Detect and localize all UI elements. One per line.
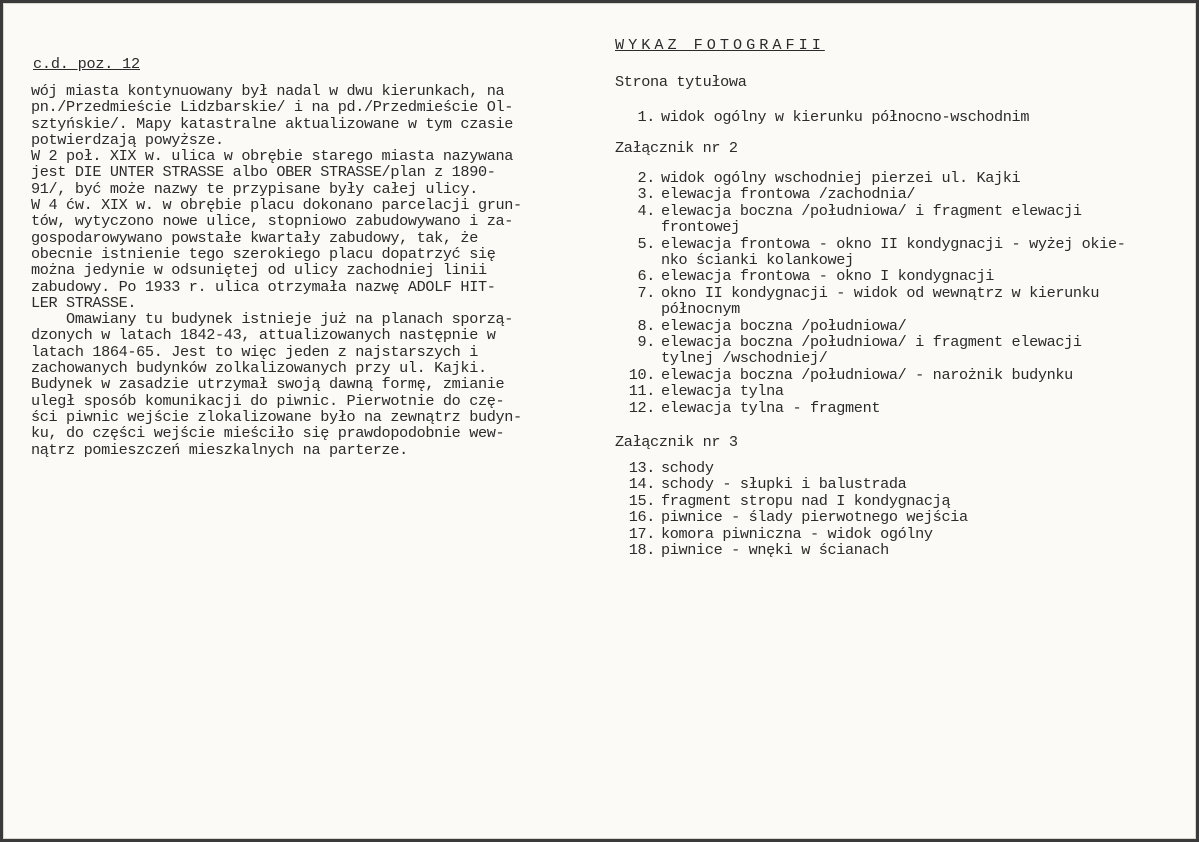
- item-number: [615, 252, 655, 268]
- text-line: potwierdzają powyższe.: [31, 130, 224, 149]
- left-column-text: [31, 83, 611, 458]
- item-number: [615, 301, 655, 317]
- item-text: elewacja frontowa /zachodnia/: [661, 185, 916, 204]
- text-line: gospodarowywano powstałe kwartały zabudowy, tak, że: [31, 228, 478, 247]
- item-text: tylnej /wschodniej/: [661, 349, 828, 368]
- item-number: 9.: [637, 333, 655, 352]
- text-line: W 4 ćw. XIX w. w obrębie placu dokonano parcelacji grun-: [31, 196, 522, 215]
- list-item: [615, 400, 1126, 416]
- text-line: 91/, być może nazwy te przypisane były całej ulicy.: [31, 179, 478, 198]
- item-number: [615, 219, 655, 235]
- text-line: można jedynie w odsuniętej od ulicy zachodniej linii: [31, 261, 487, 280]
- item-text: fragment stropu nad I kondygnacją: [661, 491, 951, 510]
- list-item: [615, 203, 1126, 219]
- text-line: Budynek w zasadzie utrzymał swoją dawną formę, zmianie: [31, 375, 505, 394]
- list-item: [615, 109, 1029, 125]
- item-text: północnym: [661, 300, 740, 319]
- list-item: [615, 476, 968, 492]
- text-line: W 2 poł. XIX w. ulica w obrębie starego miasta nazywana: [31, 147, 514, 166]
- item-text: widok ogólny w kierunku północno-wschodnim: [661, 108, 1030, 126]
- item-text: piwnice - ślady pierwotnego wejścia: [661, 508, 968, 527]
- list-item: [615, 493, 968, 509]
- item-number: 17.: [628, 524, 655, 543]
- item-text: komora piwniczna - widok ogólny: [661, 524, 933, 543]
- item-text: elewacja boczna /południowa/ - narożnik budynku: [661, 365, 1073, 384]
- item-text: elewacja tylna: [661, 382, 784, 401]
- text-line: zabudowy. Po 1933 r. ulica otrzymała nazwę ADOLF HIT-: [31, 277, 496, 296]
- list-item: [615, 350, 1126, 366]
- text-line: jest DIE UNTER STRASSE albo OBER STRASSE/plan z 1890-: [31, 163, 496, 182]
- item-number: 3.: [637, 185, 655, 204]
- item-text: elewacja boczna /południowa/ i fragment elewacji: [661, 333, 1082, 352]
- item-number: 7.: [637, 283, 655, 302]
- text-line: dzonych w latach 1842-43, attualizowanych następnie w: [31, 326, 496, 345]
- item-text: frontowej: [661, 218, 740, 237]
- item-text: piwnice - wnęki w ścianach: [661, 541, 889, 560]
- photo-list-title: WYKAZ FOTOGRAFII: [615, 36, 825, 54]
- list-item: [615, 383, 1126, 399]
- list-item: [615, 509, 968, 525]
- item-number: 5.: [637, 234, 655, 253]
- item-text: elewacja boczna /południowa/: [661, 316, 907, 335]
- list-item: [615, 268, 1126, 284]
- item-number: 14.: [628, 475, 655, 494]
- text-line: latach 1864-65. Jest to więc jeden z najstarszych i: [31, 342, 478, 361]
- list-item: [615, 460, 968, 476]
- text-line: nątrz pomieszczeń mieszkalnych na parterze.: [31, 440, 408, 459]
- item-number: 12.: [628, 398, 655, 417]
- section-items-appendix-2: [615, 170, 1126, 416]
- item-text: schody - słupki i balustrada: [661, 475, 907, 494]
- text-line: ku, do części wejście mieściło się prawdopodobnie wew-: [31, 424, 505, 443]
- section-items-appendix-3: [615, 460, 968, 558]
- list-item: [615, 170, 1126, 186]
- text-line: tów, wytyczono nowe ulice, stopniowo zabudowywano i za-: [31, 212, 514, 231]
- text-line: Omawiany tu budynek istnieje już na planach sporzą-: [31, 310, 514, 329]
- item-number: 8.: [637, 316, 655, 335]
- list-item: [615, 186, 1126, 202]
- item-text: okno II kondygnacji - widok od wewnątrz w kierunku: [661, 283, 1100, 302]
- list-item: [615, 252, 1126, 268]
- list-item: [615, 526, 968, 542]
- item-text: widok ogólny wschodniej pierzei ul. Kajki: [661, 169, 1021, 187]
- item-number: 2.: [637, 169, 655, 187]
- text-line: zachowanych budynków zolkalizowanych przy ul. Kajki.: [31, 359, 487, 378]
- item-number: 1.: [637, 108, 655, 126]
- section-label-appendix-2: Załącznik nr 2: [615, 139, 738, 157]
- list-item: [615, 367, 1126, 383]
- item-number: 4.: [637, 201, 655, 220]
- text-line: uległ sposób komunikacji do piwnic. Pierwotnie do czę-: [31, 391, 505, 410]
- text-line: obecnie istnienie tego szerokiego placu dopatrzyć się: [31, 244, 496, 263]
- item-text: nko ścianki kolankowej: [661, 251, 854, 270]
- section-label-appendix-3: Załącznik nr 3: [615, 433, 738, 451]
- item-number: [615, 350, 655, 366]
- text-line: sztyńskie/. Mapy katastralne aktualizowane w tym czasie: [31, 114, 514, 133]
- text-line: LER STRASSE.: [31, 293, 137, 312]
- list-item: [615, 542, 968, 558]
- text-line: wój miasta kontynuowany był nadal w dwu kierunkach, na: [31, 82, 505, 100]
- item-text: elewacja frontowa - okno I kondygnacji: [661, 267, 995, 286]
- item-number: 11.: [628, 382, 655, 401]
- list-item: [615, 285, 1126, 301]
- item-text: elewacja boczna /południowa/ i fragment elewacji: [661, 201, 1082, 220]
- list-item: [615, 318, 1126, 334]
- list-item: [615, 301, 1126, 317]
- text-line: pn./Przedmieście Lidzbarskie/ i na pd./Przedmieście Ol-: [31, 98, 514, 117]
- item-number: 10.: [628, 365, 655, 384]
- item-text: elewacja frontowa - okno II kondygnacji - wyżej okie-: [661, 234, 1126, 253]
- section-label-title-page: Strona tytułowa: [615, 73, 747, 91]
- list-item: [615, 334, 1126, 350]
- item-number: 6.: [637, 267, 655, 286]
- item-number: 18.: [628, 541, 655, 560]
- item-text: elewacja tylna - fragment: [661, 398, 881, 417]
- text-line: ści piwnic wejście zlokalizowane było na zewnątrz budyn-: [31, 407, 522, 426]
- item-text: schody: [661, 459, 714, 477]
- continuation-heading: c.d. poz. 12: [33, 55, 140, 73]
- list-item: [615, 236, 1126, 252]
- item-number: 16.: [628, 508, 655, 527]
- item-number: 15.: [628, 491, 655, 510]
- document-card: [3, 3, 1196, 839]
- section-items-title-page: [615, 109, 1029, 125]
- list-item: [615, 219, 1126, 235]
- item-number: 13.: [628, 459, 655, 477]
